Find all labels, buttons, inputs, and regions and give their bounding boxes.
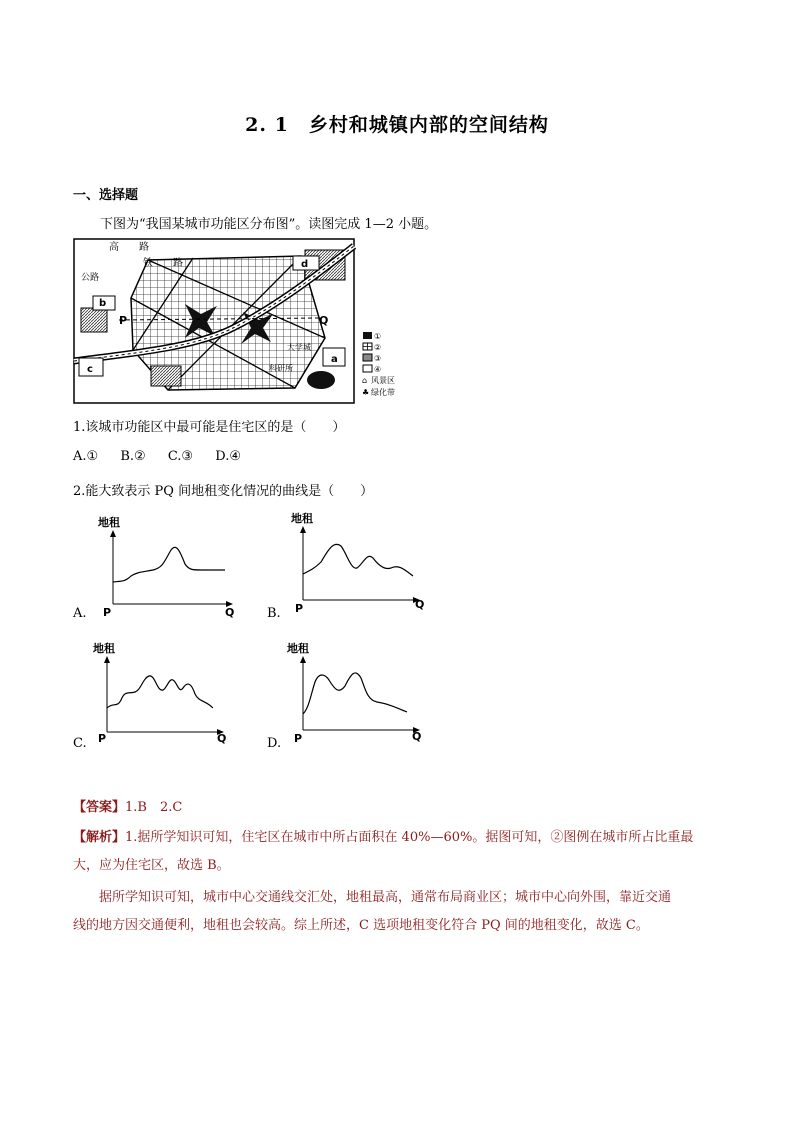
question-2: 2.能大致表示 PQ 间地租变化情况的曲线是（ ） [73,484,374,499]
svg-text:Q: Q [217,732,227,745]
svg-text:地租: 地租 [98,516,120,529]
option-c[interactable]: C.③ [167,449,194,464]
svg-text:b: b [99,298,107,309]
svg-text:P: P [119,314,128,327]
svg-text:Q: Q [412,730,422,743]
svg-text:⌂: ⌂ [362,376,368,385]
svg-text:P: P [98,732,107,745]
chart-option-d[interactable] [267,638,437,752]
option-a[interactable]: A.① [73,449,99,464]
svg-text:Q: Q [319,314,329,327]
svg-text:地租: 地租 [287,642,309,655]
svg-text:Q: Q [225,606,235,619]
question-1: 1.该城市功能区中最可能是住宅区的是（ ） [73,420,346,435]
svg-text:P: P [294,732,303,745]
svg-text:P: P [103,606,112,619]
svg-text:绿化带: 绿化带 [371,388,395,397]
answer-line [73,796,182,815]
scenic-area [307,371,335,389]
city-function-map [73,238,363,408]
explanation-tag: 【解析】 [73,830,126,845]
zone-3-b [151,366,181,386]
map-legend [362,330,408,408]
chart-option-c[interactable] [73,638,243,752]
svg-text:④: ④ [374,365,382,374]
chart-option-a[interactable] [73,512,243,626]
explanation: 【解析】1.据所学知识可知，住宅区在城市中所占面积在 40%—60%。据图可知，②图例在城市所占比重最 大，应为住宅区，故选 B。 据所学知识可知，城市中心交通线交汇处，地租最高，通常布局商业区；城市中心向外围，靠近交通 线的地方因交通便利，地租也会较高。综上所述，C 选项地租变化符合 PQ 间的地租变化，故选 C。 [73,830,694,933]
svg-text:公路: 公路 [81,273,100,283]
section-heading: 一、选择题 [73,188,139,203]
svg-text:铁 路: 铁 路 [143,258,183,269]
svg-text:c: c [87,364,93,375]
option-b[interactable]: B.② [120,449,146,464]
question-1-options [73,449,259,464]
svg-text:Q: Q [415,598,425,611]
zone-3-a [81,308,107,332]
svg-text:②: ② [374,343,382,352]
svg-text:P: P [295,602,304,615]
svg-text:地租: 地租 [93,642,115,655]
svg-text:科研所: 科研所 [269,364,293,373]
svg-text:a: a [331,354,338,365]
svg-text:风景区: 风景区 [371,376,395,385]
svg-text:①: ① [374,332,382,341]
svg-text:d: d [301,259,309,270]
answer-text: 1.B 2.C [125,800,183,815]
page-title: 2. 1 乡村和城镇内部的空间结构 [245,114,549,136]
svg-text:地租: 地租 [291,512,313,525]
option-d[interactable]: D.④ [215,449,241,464]
answer-tag: 【答案】 [73,800,126,815]
svg-text:高 路: 高 路 [109,242,149,253]
svg-text:③: ③ [374,354,382,363]
svg-text:♣: ♣ [362,388,370,397]
intro-text: 下图为“我国某城市功能区分布图”。读图完成 1—2 小题。 [100,217,438,232]
svg-text:大学城: 大学城 [287,343,311,352]
chart-option-b[interactable] [267,508,437,622]
